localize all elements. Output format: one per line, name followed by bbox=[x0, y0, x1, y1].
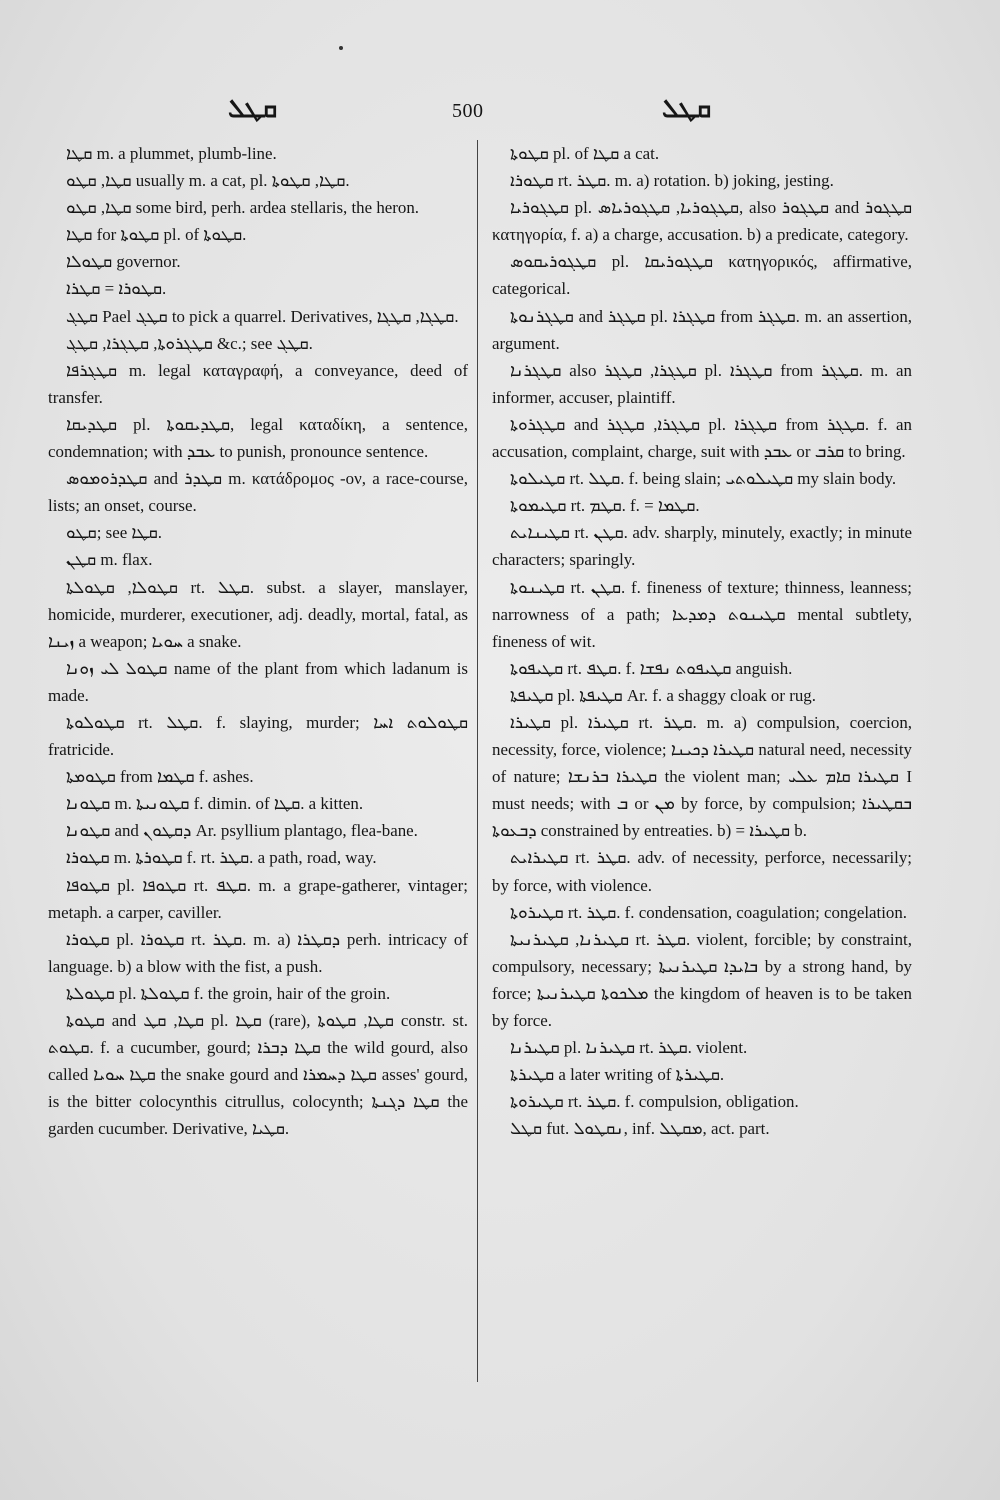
entry-text: ܩܛܘ; see ܩܛܐ. bbox=[66, 523, 163, 543]
dictionary-entry bbox=[48, 546, 468, 573]
dictionary-entry bbox=[48, 303, 468, 330]
entry-text: ܩܛܝܢܘܬܐ rt. ܩܛܢ. f. fineness of texture; thinness, leanness; narrowness of a path; ܩܛܝܢܘܬ ܕܡܕܥܐ mental subtlety, fineness of wit. bbox=[492, 577, 917, 651]
entry-text: ܩܛܕܝܩܐ pl. ܩܛܕܝܩܘܬܐ, legal καταδίκη, a sentence, condemnation; with ܥܒܕ to punish, pronounce sentence. bbox=[48, 414, 473, 462]
entry-text: ܩܛܘܢܐ and ܕܩܛܘܢ Ar. psyllium plantago, flea-bane. bbox=[66, 821, 418, 841]
entry-text: ܩܛܝܡܘܬܐ rt. ܩܛܡ. f. = ܩܛܡܐ. bbox=[510, 496, 700, 516]
entry-text: ܩܛܝܪܘܬܐ rt. ܩܛܪ. f. condensation, coagulation; congelation. bbox=[510, 902, 908, 922]
entry-text: ܩܛܐ for ܩܛܘܬܐ pl. of ܩܛܘܬܐ. bbox=[66, 225, 247, 245]
entry-text: ܩܛܝܦܘܬܐ rt. ܩܛܦ. f. ܩܛܝܦܘܬ ܢܦܫܐ anguish. bbox=[510, 658, 793, 678]
dictionary-entry bbox=[48, 248, 468, 275]
entry-text: ܩܛܝܪܢܐ pl. ܩܛܝܪܢܐ rt. ܩܛܪ. violent. bbox=[510, 1038, 748, 1058]
dictionary-entry bbox=[492, 492, 912, 519]
entry-text: ܩܛܠ fut. ܢܩܛܘܠ, inf. ܡܩܛܠ, act. part. bbox=[510, 1119, 770, 1139]
dictionary-entry bbox=[48, 411, 473, 465]
dictionary-entry bbox=[492, 574, 917, 655]
dictionary-entry bbox=[48, 140, 468, 167]
entry-text: ܩܛܘܪܐ m. ܩܛܘܪܬܐ f. rt. ܩܛܪ. a path, road, way. bbox=[66, 848, 377, 868]
dictionary-entry bbox=[48, 872, 473, 926]
dictionary-entry bbox=[48, 709, 473, 763]
entry-text: ܩܛܝܪܬܐ a later writing of ܩܛܝܪܬܐ. bbox=[510, 1065, 725, 1085]
entry-text: ܩܛܝܪܐܝܬ rt. ܩܛܪ. adv. of necessity, perforce, necessarily; by force, with violence. bbox=[492, 848, 917, 895]
entry-text: ܩܛܢ m. flax. bbox=[66, 550, 153, 570]
dictionary-entry bbox=[492, 1115, 912, 1142]
dictionary-entry bbox=[48, 980, 468, 1007]
entry-text: ܩܛܘܪܐ rt. ܩܛܪ. m. a) rotation. b) joking, jesting. bbox=[510, 171, 834, 191]
entry-text: ܩܛܝܦܬܐ pl. ܩܛܝܦܬܐ Ar. f. a shaggy cloak or rug. bbox=[510, 685, 816, 705]
entry-text: ܩܛܘܠܘܬܐ rt. ܩܛܠ. f. slaying, murder; ܩܛܘܠܘܬ ܐܚܐ fratricide. bbox=[48, 712, 473, 760]
dictionary-entry bbox=[48, 357, 473, 411]
dictionary-entry bbox=[48, 1007, 473, 1142]
left-running-headword: ܩܛܠ bbox=[228, 94, 278, 123]
dictionary-entry bbox=[48, 763, 468, 790]
entry-text: ܩܛܘܦܐ pl. ܩܛܘܦܐ rt. ܩܛܦ. m. a grape-gatherer, vintager; metaph. a carper, caviller. bbox=[48, 875, 473, 922]
dictionary-entry bbox=[492, 926, 917, 1034]
dictionary-entry bbox=[48, 221, 468, 248]
dictionary-entry bbox=[48, 167, 468, 194]
dictionary-entry bbox=[492, 465, 912, 492]
entry-text: ܩܛܘܡܬܐ from ܩܛܡܐ f. ashes. bbox=[66, 767, 254, 787]
page-header bbox=[0, 88, 1000, 128]
entry-text: ܩܛܓܘܪܝܩܘܣ pl. ܩܛܓܘܪܝܩܐ κατηγορικός, affirmative, categorical. bbox=[492, 252, 917, 299]
dictionary-entry bbox=[48, 926, 473, 980]
entry-text: ܩܛܐ, ܩܛܘ some bird, perh. ardea stellaris, the heron. bbox=[66, 198, 420, 218]
entry-text: ܩܛܓܘܪܝܐ pl. ܩܛܓܘܪܝܐ, ܩܛܓܘܪܝܐܣ, also ܩܛܓܘܪ and ܩܛܓܘܪ κατηγορία, f. a) a charge, accusation. b) a predicate, category. bbox=[492, 198, 917, 245]
entry-text: ܩܛܘܠ ܠܝ ܙܘܢܐ name of the plant from which ladanum is made. bbox=[48, 658, 473, 705]
entry-text: ܩܛܘܠܐ governor. bbox=[66, 252, 181, 272]
entry-text: ܩܛܘܬܐ and ܩܛܐ, ܩܛ pl. ܩܛܐ (rare), ܩܛܐ, ܩܛܘܬܐ constr. st. ܩܛܘܬ. f. a cucumber, gourd; ܩܛܐ ܕܒܪܐ the wild gourd, also called ܩܛܐ ܚܘܝܐ the snake gourd and ܩܛܐ ܕܚܡܪܐ asses' gourd, is the bitter colocynthis citrullus, colocynth; ܩܛܐ ܕܓܢܬܐ the garden cucumber. Derivative, ܩܛܝܐ. bbox=[48, 1011, 473, 1139]
entry-text: ܩܛܓܪܦܐ m. legal καταγραφή, a conveyance, deed of transfer. bbox=[48, 360, 473, 407]
entry-text: ܩܛܘܬܐ pl. of ܩܛܐ a cat. bbox=[510, 144, 660, 163]
dictionary-entry bbox=[48, 655, 473, 709]
dictionary-entry bbox=[492, 194, 917, 248]
column-divider bbox=[477, 140, 478, 1382]
entry-text: ܩܛܝܪܐ pl. ܩܛܝܪܐ rt. ܩܛܪ. m. a) compulsion, coercion, necessity, force, violence; ܩܛܝܪܐ ܕܟܝܢܐ natural need, necessity of nature; ܩܛܝܪܐ ܒܪܢܫܐ the violent man; ܩܛܝܪܐ ܩܐܡ ܥܠܝ I must needs; with ܒ or ܡܢ by force, by compulsion; ܒܩܛܝܪܐ ܕܒܥܘܬܐ constrained by entreaties. b) = ܩܛܝܪܐ b. bbox=[492, 712, 917, 841]
entry-text: ܩܛܘܪܐ pl. ܩܛܘܪܐ rt. ܩܛܪ. m. a) ܕܩܛܪܐ perh. intricacy of language. b) a blow with the fist, a push. bbox=[48, 929, 473, 976]
entry-text: ܩܛܓܪܘܬܐ, ܩܛܓܪܐ, ܩܛܓ &c.; see ܩܛܓ. bbox=[66, 333, 313, 353]
entry-text: ܩܛܓ Pael ܩܛܓ to pick a quarrel. Derivatives, ܩܛܓܐ, ܩܛܓܐ. bbox=[66, 306, 459, 326]
dictionary-entry bbox=[48, 844, 468, 871]
dictionary-entry bbox=[492, 519, 917, 573]
entry-text: ܩܛܓܪܘܬܐ and ܩܛܓܪܐ, ܩܛܓܪ pl. ܩܛܓܪܐ from ܩܛܓܪ. f. an accusation, complaint, charge, suit with ܥܒܕ or ܩܪܒ to bring. bbox=[492, 414, 917, 462]
entry-text: ܩܛܕܪܘܡܘܣ and ܩܛܕܪ m. κατάδρομος -ον, a race-course, lists; an onset, course. bbox=[48, 469, 473, 516]
dictionary-entry bbox=[48, 817, 468, 844]
entry-text: ܩܛܓܪܢܐ also ܩܛܓܪܐ, ܩܛܓܪ pl. ܩܛܓܪܐ from ܩܛܓܪ. m. an informer, accuser, plaintiff. bbox=[492, 360, 917, 407]
entry-text: ܩܛܝܪܘܬܐ rt. ܩܛܪ. f. compulsion, obligation. bbox=[510, 1092, 799, 1112]
left-column bbox=[48, 140, 473, 1142]
entry-text: ܩܛܝܪܢܐ, ܩܛܝܪܢܝܬܐ rt. ܩܛܪ. violent, forcible; by constraint, compulsory, necessary; ܒܐܝܕܐ ܩܛܝܪܢܝܬܐ by a strong hand, by force; ܡܠܟܘܬܐ ܩܛܝܪܢܝܬܐ the kingdom of heaven is to be taken by force. bbox=[492, 929, 917, 1030]
dictionary-entry bbox=[492, 709, 917, 844]
dictionary-entry bbox=[492, 1088, 912, 1115]
dictionary-entry bbox=[492, 1061, 912, 1088]
page-number: 500 bbox=[452, 100, 484, 122]
entry-text: ܩܛܝܠܘܬܐ rt. ܩܛܠ. f. being slain; ܩܛܝܠܘܬܝ my slain body. bbox=[510, 469, 897, 489]
entry-text: ܩܛܐ m. a plummet, plumb-line. bbox=[66, 144, 277, 163]
dictionary-entry bbox=[492, 1034, 912, 1061]
entry-text: ܩܛܝܢܐܝܬ rt. ܩܛܢ. adv. sharply, minutely, exactly; in minute characters; sparingly. bbox=[492, 523, 917, 570]
entry-text: ܩܛܘܠܬܐ pl. ܩܛܘܠܬܐ f. the groin, hair of the groin. bbox=[66, 983, 391, 1003]
entry-text: ܩܛܘܪܐ = ܩܛܪܐ. bbox=[66, 279, 167, 299]
dictionary-entry bbox=[48, 790, 468, 817]
dictionary-entry bbox=[492, 140, 912, 167]
dictionary-entry bbox=[492, 655, 912, 682]
entry-text: ܩܛܓܪܢܘܬܐ and ܩܛܓܪ pl. ܩܛܓܪܐ from ܩܛܓܪ. m. an assertion, argument. bbox=[492, 306, 917, 353]
dictionary-entry bbox=[492, 357, 917, 411]
dictionary-entry bbox=[492, 682, 912, 709]
dictionary-entry bbox=[492, 303, 917, 357]
dictionary-entry bbox=[48, 574, 473, 655]
dictionary-entry bbox=[48, 194, 468, 221]
dictionary-entry bbox=[48, 465, 473, 519]
dictionary-entry bbox=[492, 411, 917, 465]
dictionary-entry bbox=[492, 844, 917, 898]
entry-text: ܩܛܐ, ܩܛܘ usually m. a cat, pl. ܩܛܐ, ܩܛܘܬܐ. bbox=[66, 171, 350, 191]
entry-text: ܩܛܘܢܐ m. ܩܛܘܢܝܬܐ f. dimin. of ܩܛܐ. a kitten. bbox=[66, 794, 364, 814]
ink-speck bbox=[339, 46, 343, 50]
dictionary-entry bbox=[48, 275, 468, 302]
dictionary-entry bbox=[48, 330, 468, 357]
right-column bbox=[492, 140, 917, 1142]
dictionary-entry bbox=[492, 899, 912, 926]
dictionary-entry bbox=[492, 248, 917, 302]
dictionary-entry bbox=[48, 519, 468, 546]
dictionary-entry bbox=[492, 167, 912, 194]
entry-text: ܩܛܘܠܐ, ܩܛܘܠܬܐ rt. ܩܛܠ. subst. a slayer, manslayer, homicide, murderer, executioner, adj. deadly, mortal, fatal, as ܙܝܢܐ a weapon; ܚܘܝܐ a snake. bbox=[48, 577, 473, 651]
right-running-headword: ܩܛܠ bbox=[662, 94, 712, 123]
